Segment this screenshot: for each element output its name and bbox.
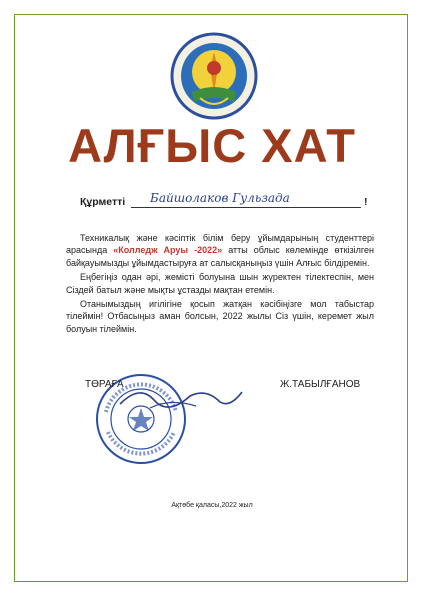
handwritten-signature-icon: [110, 378, 250, 418]
signatory-name: Ж.ТАБЫЛҒАНОВ: [280, 379, 361, 390]
paragraph-2: Еңбегіңіз одан әрі, жемісті болуына шын жүректен тілектеспін, мен Сіздей батыл және мықты ұстазды мақтан етемін.: [66, 272, 374, 295]
letter-body: [66, 232, 374, 337]
event-name-highlight: «Колледж Аруы -2022»: [113, 245, 223, 256]
greeting-end-mark: !: [364, 196, 368, 208]
paragraph-1-text-b: атты облыс көлемінде өткізілген байқауымызды ұйымдастыруға ат салысқаныңыз үшін Алғыс білдіремін.: [66, 245, 374, 268]
recipient-underline: [131, 207, 361, 208]
recipient-name: Байшолаков Гульзада: [150, 191, 290, 205]
paragraph-3: Отанымыздың игілігіне қосып жатқан кәсібіңізге мол табыстар тілеймін! Отбасыңыз аман болсын, 2022 жылы Сіз үшін, керемет жыл болуын тілеймін.: [66, 299, 374, 334]
page-title: АЛҒЫС ХАТ: [68, 119, 356, 172]
place-date: Ақтөбе қаласы,2022 жыл: [171, 502, 253, 509]
paragraph-1-text-a: Техникалық және кәсіптік білім беру ұйымдарының студенттері арасында: [66, 233, 374, 256]
greeting-label: Құрметті: [80, 196, 126, 208]
paragraph-1: [66, 232, 374, 269]
organization-emblem-icon: [170, 32, 258, 120]
signatory-position: ТӨРАҒА: [85, 379, 124, 390]
